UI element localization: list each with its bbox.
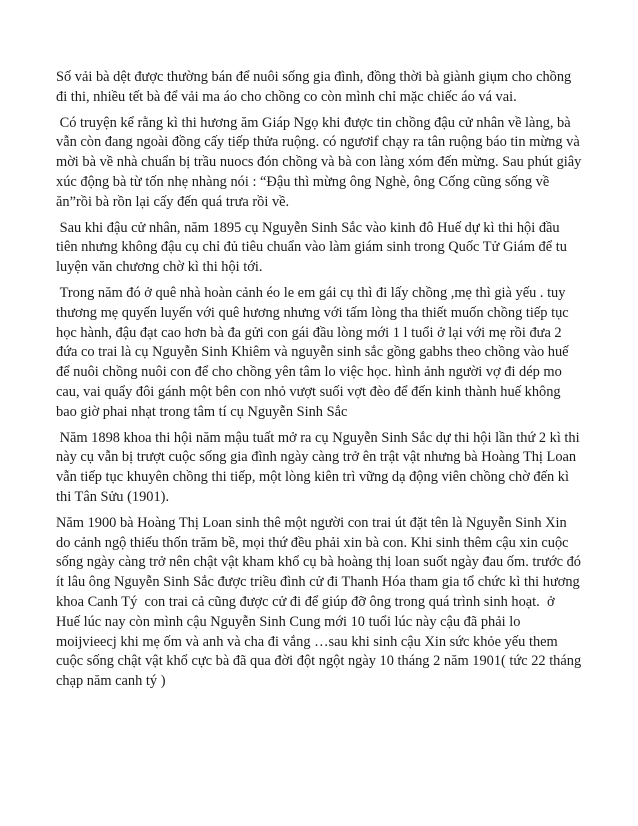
paragraph-1: Số vải bà dệt được thường bán để nuôi sống gia đình, đồng thời bà giành giụm cho chồng đi thi, nhiều tết bà để vải ma áo cho chồng co còn mình chỉ mặc chiếc áo vá vai.: [56, 69, 575, 105]
paragraph-3: Sau khi đậu cử nhân, năm 1895 cụ Nguyễn Sinh Sắc vào kinh đô Huế dự kì thi hội đầu tiên nhưng không đậu cụ chỉ đủ tiêu chuẩn vào làm giám sinh trong Quốc Tử Giám để tu luyện văn chương chờ kì thi hội tới.: [56, 219, 571, 276]
paragraph-5: Năm 1898 khoa thi hội năm mậu tuất mở ra cụ Nguyễn Sinh Sắc dự thi hội lần thứ 2 kì thi này cụ vẫn bị trượt cuộc sống gia đình ngày càng trở ên trật vật nhưng bà Hoàng Thị Loan vẫn tiếp tục khuyên chồng thi tiếp, một lòng kiên trì vững dạ động viên chồng chờ đến kì thi Tân Sửu (1901).: [56, 429, 584, 505]
paragraph-4: Trong năm đó ở quê nhà hoàn cảnh éo le em gái cụ thì đi lấy chồng ,mẹ thì già yếu . tuy thương mẹ quyến luyến với quê hương nhưng với tấm lòng tha thiết muốn chồng tiếp tục học hành, đậu đạt cao hơn bà đa gửi con gái đầu lòng mới 1 l tuổi ở lại với mẹ rồi đưa 2 đứa co trai là cụ Nguyễn Sinh Khiêm và nguyễn sinh sắc gồng gabhs theo chồng vào huế để nuôi chồng nuôi con để cho chồng yên tâm lo việc học. hình ảnh người vợ đi dép mo cau, vai quẩy đôi gánh một bên con nhỏ vượt suối vợt đèo để đến kinh thành huế không bao giờ phai nhạt trong tâm tí cụ Nguyễn Sinh Sắc: [56, 284, 573, 420]
paragraph-6: Năm 1900 bà Hoàng Thị Loan sinh thê một người con trai út đặt tên là Nguyễn Sinh Xin do cảnh ngộ thiếu thốn trăm bề, mọi thứ đều phải xin bà con. Khi sinh thêm cậu xin cuộc sống ngày càng trở nên chật vật kham khổ cụ bà hoàng thị loan suốt ngày đau ốm. trước đó ít lâu ông Nguyễn Sinh Sắc được triều đình cử đi Thanh Hóa tham gia tổ chức kì thi hương khoa Canh Tý con trai cả cũng được cử đi để giúp đỡ ông trong quá trình sinh hoạt. ở Huế lúc nay còn mình cậu Nguyễn Sinh Cung mới 10 tuổi lúc này cậu đã phải lo moijvieecj khi mẹ ốm và anh và cha đi vắng …sau khi sinh cậu Xin sức khỏe yếu them cuộc sống chật vật khổ cực bà đã qua đời đột ngột ngày 10 tháng 2 năm 1901( tức 22 tháng chạp năm canh tý ): [56, 514, 585, 690]
paragraph-2: Có truyện kể rằng kì thi hương ăm Giáp Ngọ khi được tin chồng đậu cử nhân về làng, bà vẫn còn đang ngoài đồng cấy tiếp thửa ruộng. có ngươif chạy ra tân ruộng báo tin mừng và mời bà về nhà chuẩn bị trầu nuocs đón chồng và bà con làng xóm đến mừng. Sau phút giây xúc động bà từ tốn nhẹ nhàng nói : “Đậu thì mừng ông Nghè, ông Cống cũng sống về ăn”rồi bà rồn lại cấy đến quá trưa rồi về.: [56, 114, 585, 210]
